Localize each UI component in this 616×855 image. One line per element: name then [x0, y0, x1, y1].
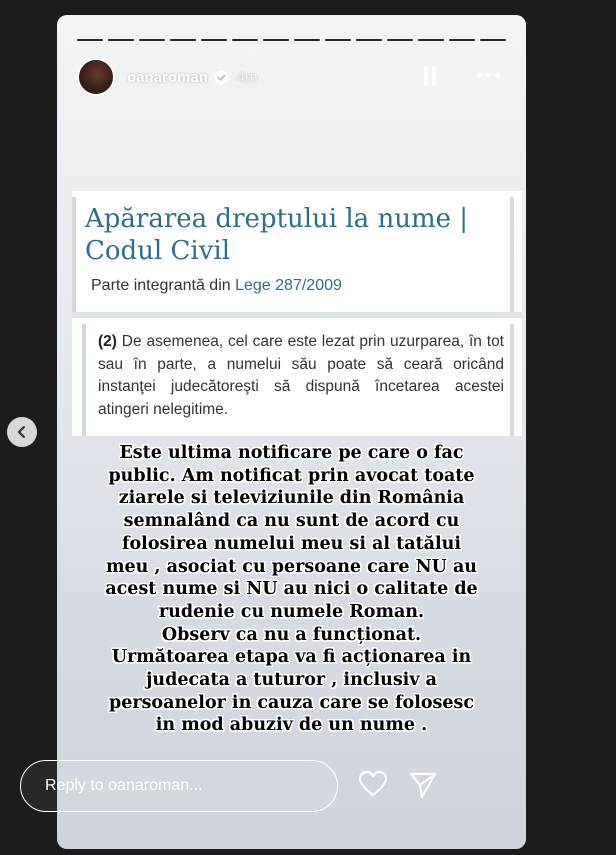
reply-input[interactable] [20, 760, 338, 812]
document-screenshot [72, 191, 522, 436]
subtitle-prefix: Parte integrantă din [91, 277, 231, 294]
caption-line: meu , asociat cu persoane care NU au [105, 556, 478, 577]
progress-segment [201, 39, 227, 41]
caption-line: semnalând ca nu sunt de acord cu [123, 511, 460, 532]
progress-segment [480, 39, 506, 41]
document-subtitle [91, 277, 342, 295]
progress-segment [294, 39, 320, 41]
send-icon[interactable] [408, 770, 438, 800]
law-link: Lege 287/2009 [235, 277, 342, 294]
divider [82, 324, 86, 436]
progress-segment [418, 39, 444, 41]
caption-line: in mod abuziv de un nume . [155, 715, 428, 736]
divider [72, 312, 522, 318]
avatar[interactable] [77, 58, 115, 96]
divider [72, 197, 76, 312]
story-header [77, 57, 506, 97]
divider [510, 197, 514, 312]
divider [510, 324, 514, 436]
caption-line: judecata a tuturor , inclusiv a [146, 670, 437, 691]
paragraph-number: (2) [98, 333, 117, 350]
pause-icon[interactable] [424, 67, 436, 85]
progress-segment [170, 39, 196, 41]
caption-line: folosirea numelui meu si al tatălui [121, 533, 462, 554]
progress-segment [263, 39, 289, 41]
progress-segment [356, 39, 382, 41]
post-time: 4m [236, 68, 258, 86]
heart-icon[interactable] [358, 770, 388, 798]
story-viewer[interactable] [57, 15, 526, 849]
progress-segment [108, 39, 134, 41]
document-title: Apărarea dreptului la nume | Codul Civil [85, 204, 469, 266]
verified-badge-icon [214, 70, 229, 85]
reply-placeholder: Reply to oanaroman... [45, 777, 203, 794]
caption-line: ziarele si televiziunile din România [118, 488, 465, 509]
progress-segment [325, 39, 351, 41]
username[interactable]: oanaroman [127, 68, 208, 86]
previous-story-button[interactable] [7, 417, 37, 447]
progress-segment [77, 39, 103, 41]
caption-line: public. Am notificat prin avocat toate [108, 465, 475, 486]
progress-segment [232, 39, 258, 41]
caption-line: Observ ca nu a funcționat. [161, 624, 422, 645]
story-progress-bar [77, 39, 506, 41]
progress-segment [449, 39, 475, 41]
progress-segment [387, 39, 413, 41]
caption-line: rudenie cu numele Roman. [158, 601, 425, 622]
story-caption [71, 442, 512, 737]
caption-line: persoanelor in cauza care se folosesc [108, 692, 475, 713]
law-paragraph [98, 331, 504, 421]
more-dots-icon[interactable] [477, 73, 500, 78]
caption-line: Următoarea etapa va fi acționarea in [111, 647, 472, 668]
paragraph-text: De asemenea, cel care este lezat prin uzurparea, în tot sau în parte, a numelui său poate să ceară oricând instanţei judecătoreşti să dispună încetarea acestei atingeri nelegitime. [98, 333, 504, 418]
caption-line: acest nume si NU au nici o calitate de [105, 579, 478, 600]
chevron-left-icon [15, 425, 29, 439]
caption-line: Este ultima notificare pe care o fac [119, 443, 464, 463]
progress-segment [139, 39, 165, 41]
